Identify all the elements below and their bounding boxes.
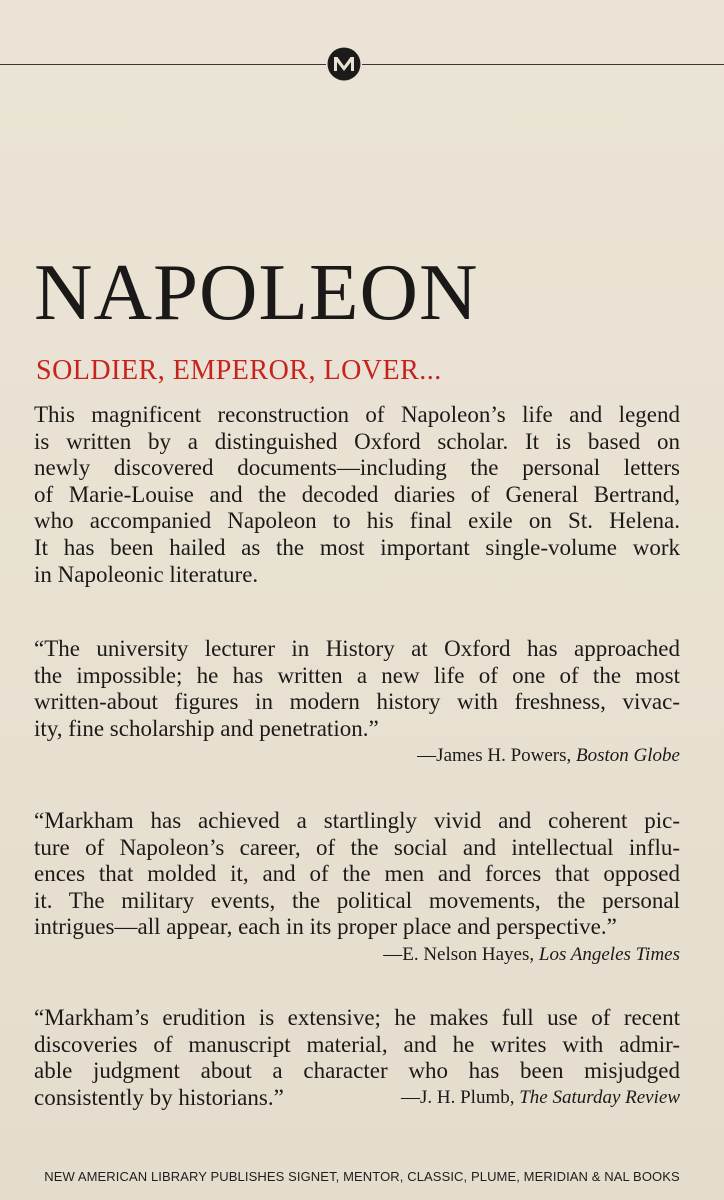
quote-attribution: [34, 941, 680, 969]
quote-source: Boston Globe: [576, 745, 680, 767]
description-line: It has been hailed as the most important single-volume work: [34, 534, 680, 560]
quote-line: ity, fine scholarship and penetration.”: [34, 715, 379, 741]
header-rule-right: [362, 64, 724, 65]
quote-line: ture of Napoleon’s career, of the social and intellectual influ-: [34, 834, 680, 860]
quote-source: Los Angeles Times: [538, 943, 680, 965]
quote-line: intrigues—all appear, each in its proper place and perspective.”: [34, 914, 617, 940]
description-line: newly discovered documents—including the personal letters: [34, 455, 680, 481]
quote-line: “Markham’s erudition is extensive; he makes full use of recent: [34, 1005, 680, 1030]
description-line: is written by a distinguished Oxford scholar. It is based on: [34, 428, 680, 454]
quote-line: discoveries of manuscript material, and he writes with admir-: [34, 1031, 680, 1057]
book-subtitle: SOLDIER, EMPEROR, LOVER...: [36, 355, 442, 386]
book-title: NAPOLEON: [34, 247, 479, 337]
quote-attribution: [34, 742, 680, 770]
review-quote-plumb: [34, 1005, 680, 1111]
quote-line: written-about figures in modern history with freshness, vivac-: [34, 689, 680, 715]
publisher-footer: NEW AMERICAN LIBRARY PUBLISHES SIGNET, MENTOR, CLASSIC, PLUME, MERIDIAN & NAL BOOKS: [44, 1169, 680, 1184]
quote-line: it. The military events, the political movements, the personal: [34, 887, 680, 913]
quote-attribution: [401, 1085, 680, 1112]
quote-author: —E. Nelson Hayes,: [383, 943, 539, 965]
quote-author: —J. H. Plumb,: [400, 1086, 520, 1108]
quote-last-line: [34, 1085, 680, 1112]
quote-line: consistently by historians.”: [34, 1084, 284, 1110]
description-line: in Napoleonic literature.: [34, 561, 259, 587]
quote-line: “Markham has achieved a startlingly vivid and coherent pic-: [34, 808, 680, 833]
review-quote-hayes: [34, 808, 680, 969]
description-line: This magnificent reconstruction of Napoleon’s life and legend: [34, 402, 680, 427]
quote-line: the impossible; he has written a new life of one of the most: [34, 662, 680, 688]
mentor-m-logo-icon: [327, 47, 361, 81]
description-line: who accompanied Napoleon to his final exile on St. Helena.: [34, 508, 680, 534]
quote-line: “The university lecturer in History at Oxford has approached: [34, 636, 680, 661]
quote-source: The Saturday Review: [519, 1086, 680, 1108]
review-quote-powers: [34, 636, 680, 770]
quote-line: able judgment about a character who has been misjudged: [34, 1058, 680, 1084]
description-line: of Marie-Louise and the decoded diaries of General Bertrand,: [34, 481, 680, 507]
quote-author: —James H. Powers,: [417, 745, 577, 767]
quote-line: ences that molded it, and of the men and forces that opposed: [34, 861, 680, 887]
header-rule-left: [0, 64, 326, 65]
book-description: [34, 402, 680, 588]
